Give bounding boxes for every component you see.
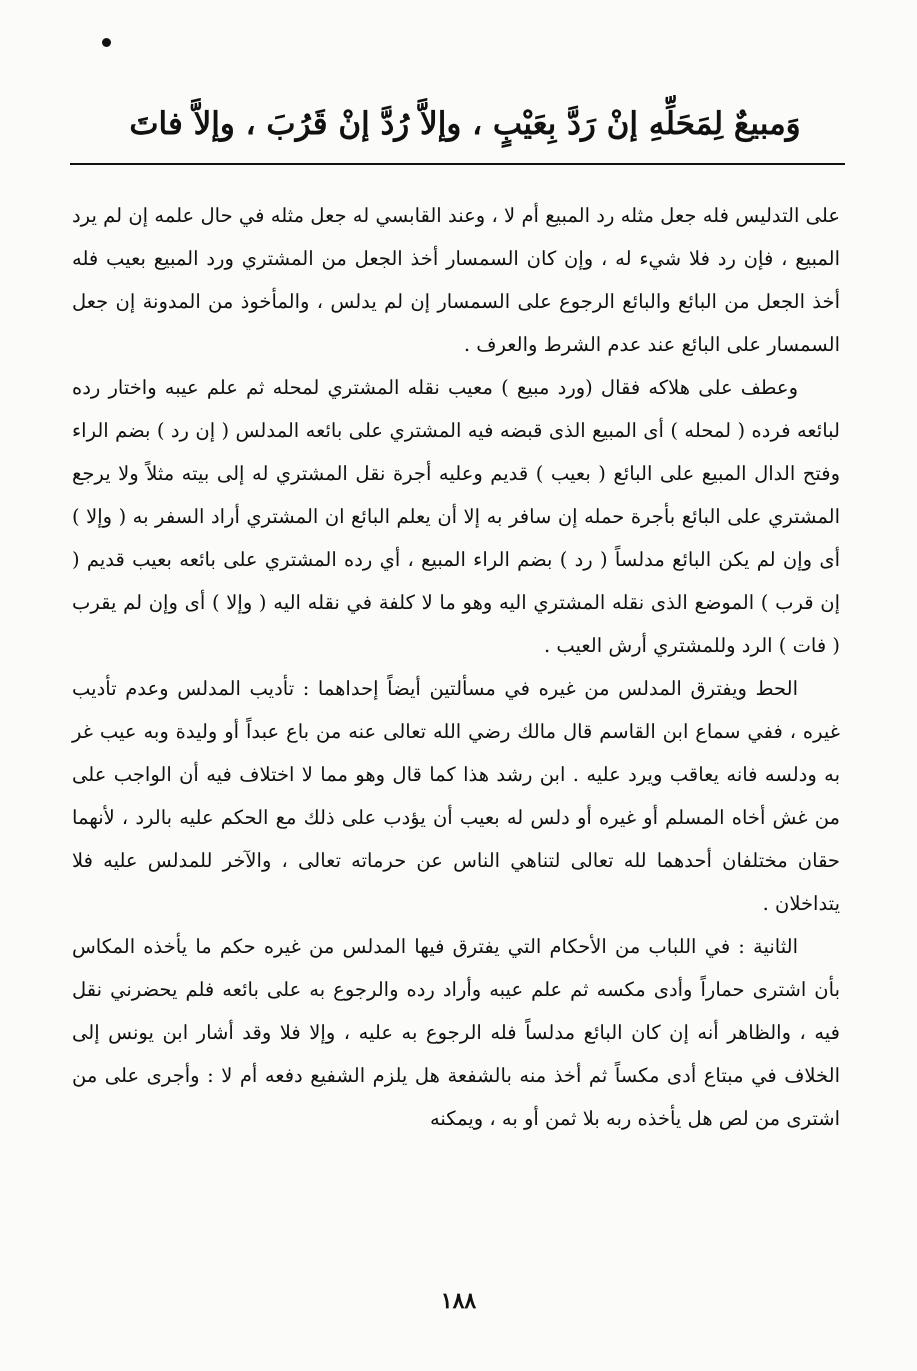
paragraph-3: الحط ويفترق المدلس من غيره في مسألتين أيضاً إحداهما : تأديب المدلس وعدم تأديب غيره ، ففي سماع ابن القاسم قال مالك رضي الله تعالى عنه من باع عبداً أو وليدة وبه عيب غر به ودلسه فانه يعاقب ويرد عليه . ابن رشد هذا كما قال وهو مما لا اختلاف فيه أن الواجب على من غش أخاه المسلم أو غيره أو دلس له بعيب أن يؤدب على ذلك مع الحكم عليه بالرد ، لأنهما حقان مختلفان أحدهما لله تعالى لتناهي الناس عن حرماته تعالى ، والآخر للمدلس عليه فلا يتداخلان .	[72, 677, 840, 915]
commentary-text	[72, 194, 840, 1140]
page-number: ١٨٨	[440, 1288, 477, 1314]
paragraph-1: على التدليس فله جعل مثله رد المبيع أم لا ، وعند القابسي له جعل مثله في حال علمه إن لم يرد المبيع ، فإن رد فلا شيء له ، وإن كان السمسار أخذ الجعل من المشتري ورد المبيع بعيب فله أخذ الجعل من البائع والبائع الرجوع على السمسار إن لم يدلس ، والمأخوذ من المدونة إن جعل السمسار على البائع عند عدم الشرط والعرف .	[72, 204, 840, 356]
horizontal-rule	[70, 163, 845, 165]
verse-heading: وَمبيعٌ لِمَحَلِّهِ إنْ رَدَّ بِعَيْبٍ ، وإلاَّ رُدَّ إنْ قَرُبَ ، وإلاَّ فاتَ	[129, 106, 801, 142]
paragraph-2: وعطف على هلاكه فقال (ورد مبيع ) معيب نقله المشتري لمحله ثم علم عيبه واختار رده لبائعه فرده ( لمحله ) أى المبيع الذى قبضه فيه المشتري على بائعه المدلس ( إن رد ) بضم الراء وفتح الدال المبيع على البائع ( بعيب ) قديم وعليه أجرة نقل المشتري له إلى بيته مثلاً ولا يرجع المشتري على البائع بأجرة حمله إن سافر به إلا أن يعلم البائع ان المشتري أراد السفر به ( وإلا ) أى وإن لم يكن البائع مدلساً ( رد ) بضم الراء المبيع ، أي رده المشتري على بائعه بعيب قديم ( إن قرب ) الموضع الذى نقله المشتري اليه وهو ما لا كلفة في نقله اليه ( وإلا ) أى وإن لم يقرب ( فات ) الرد وللمشتري أرش العيب .	[72, 376, 840, 657]
paragraph-4: الثانية : في اللباب من الأحكام التي يفترق فيها المدلس من غيره حكم ما يأخذه المكاس بأن اشترى حماراً وأدى مكسه ثم علم عيبه وأراد رده والرجوع به على بائعه فلم يحضرني نقل فيه ، والظاهر أنه إن كان البائع مدلساً فله الرجوع به عليه ، وإلا فلا وقد أشار ابن يونس إلى الخلاف في مبتاع أدى مكساً ثم أخذ منه بالشفعة هل يلزم الشفيع دفعه أم لا : وأجرى على من اشترى من لص هل يأخذه ربه بلا ثمن أو به ، ويمكنه	[72, 935, 840, 1130]
ink-speck	[102, 38, 111, 47]
